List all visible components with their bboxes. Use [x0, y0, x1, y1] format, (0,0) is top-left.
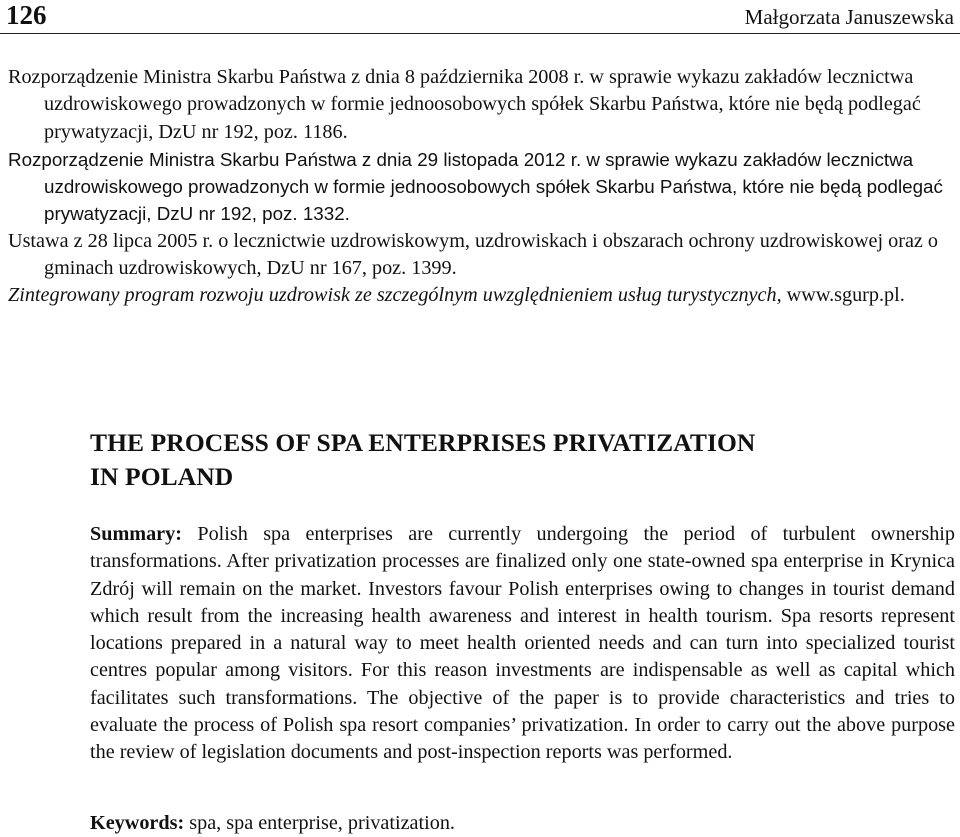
page-number: 126 [6, 0, 47, 30]
reference-text: Rozporządzenie Ministra Skarbu Państwa z dnia 8 października 2008 r. w sprawie wykazu zakładów lecznictwa uzdrowiskowego prowadzonych w formie jednoosobowych spółek Skarbu Państwa, które nie będą podlegać prywatyzacji, DzU nr 192, poz. 1186. [8, 66, 921, 143]
keywords-line [90, 810, 955, 837]
reference-item [8, 64, 954, 146]
keywords-label: Keywords: [90, 812, 185, 834]
paper-title-line: THE PROCESS OF SPA ENTERPRISES PRIVATIZATION [90, 428, 756, 457]
reference-item [8, 146, 954, 228]
keywords-text: spa, spa enterprise, privatization. [184, 812, 455, 834]
summary-label: Summary: [90, 523, 182, 545]
reference-title: Zintegrowany program rozwoju uzdrowisk ze szczególnym uwzględnieniem usług turystycznych, [8, 284, 782, 307]
reference-item [8, 282, 954, 309]
running-author: Małgorzata Januszewska [744, 5, 954, 29]
paper-title-line: IN POLAND [90, 462, 234, 491]
header-rule [0, 33, 960, 34]
reference-item [8, 228, 954, 283]
reference-list [8, 64, 954, 310]
summary-paragraph [90, 521, 955, 767]
reference-text: Rozporządzenie Ministra Skarbu Państwa z dnia 29 listopada 2012 r. w sprawie wykazu zakładów lecznictwa uzdrowiskowego prowadzonych w formie jednoosobowych spółek Skarbu Państwa, które nie będą podlegać prywatyzacji, DzU nr 192, poz. 1332. [8, 148, 943, 225]
reference-url: www.sgurp.pl. [781, 284, 905, 307]
reference-text: Ustawa z 28 lipca 2005 r. o lecznictwie uzdrowiskowym, uzdrowiskach i obszarach ochrony uzdrowiskowej oraz o gminach uzdrowiskowych, DzU nr 167, poz. 1399. [8, 229, 939, 280]
paper-title [90, 426, 950, 494]
running-header [0, 0, 960, 34]
summary-text: Polish spa enterprises are currently undergoing the period of turbulent ownership transformations. After privatization processes are finalized only one state-owned spa enterprise in Krynica Zdrój will remain on the market. Investors favour Polish enterprises owing to changes in tourist demand which result from the increasing health awareness and interest in health tourism. Spa resorts represent locations prepared in a natural way to meet health oriented needs and can turn into specialized tourist centres popular among visitors. For this reason investments are indispensable as well as capital which facilitates such transformations. The objective of the paper is to provide characteristics and tries to evaluate the process of Polish spa resort companies’ privatization. In order to carry out the above purpose the review of legislation documents and post-inspection reports was performed. [90, 523, 955, 764]
